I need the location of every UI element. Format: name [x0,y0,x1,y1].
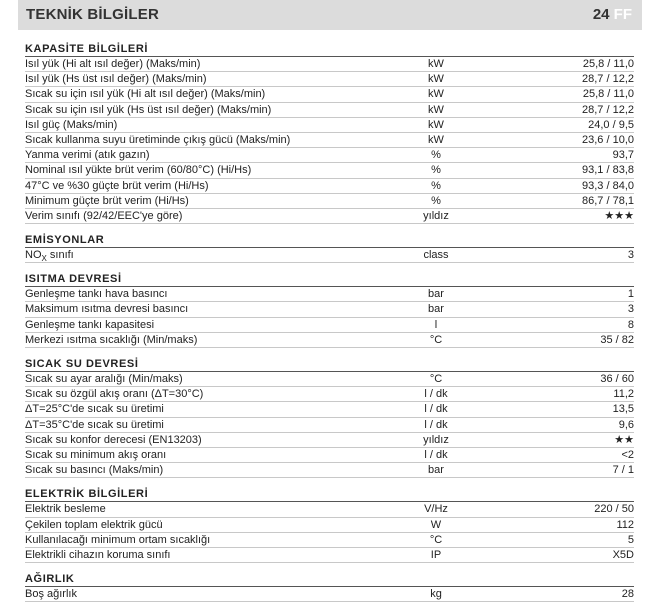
spec-value: 25,8 / 11,0 [582,58,634,70]
spec-section [25,573,634,602]
model-number: 24 [592,6,610,23]
spec-label: Merkezi ısıtma sıcaklığı (Min/maks) [25,333,198,346]
spec-unit: l / dk [424,388,448,401]
spec-row [25,163,634,178]
spec-unit: yıldız [423,209,449,222]
spec-label: Nominal ısıl yükte brüt verim (60/80°C) (Hi/Hs) [25,164,252,177]
spec-value: ★★★ [604,209,634,222]
page-header [18,0,642,30]
spec-value: 24,0 / 9,5 [588,118,634,131]
spec-unit: bar [428,303,444,316]
spec-unit: % [431,179,441,192]
spec-row [25,194,634,209]
spec-unit: bar [428,464,444,477]
spec-value: 13,5 [612,403,634,416]
spec-section [25,488,634,563]
spec-row [25,372,634,387]
spec-unit: l [434,318,438,331]
spec-value: 7 / 1 [612,464,634,477]
spec-value: 86,7 / 78,1 [582,194,634,207]
spec-row [25,433,634,448]
spec-label: Sıcak su basıncı (Maks/min) [25,464,164,477]
spec-label: Genleşme tankı hava basıncı [25,288,168,301]
spec-row [25,333,634,348]
spec-row [25,302,634,317]
section-title: EMİSYONLAR [25,234,634,248]
spec-label-main: NO [25,249,42,262]
spec-label: Kullanılacağı minimum ortam sıcaklığı [25,533,211,546]
spec-row [25,463,634,478]
spec-unit: IP [430,548,442,561]
spec-value: 28,7 / 12,2 [582,73,634,86]
spec-value: 25,8 / 11,0 [582,88,634,101]
model-badge [593,6,632,23]
spec-label: Sıcak su konfor derecesi (EN13203) [25,433,202,446]
spec-value: 93,7 [612,149,634,162]
spec-label: Sıcak su minimum akış oranı [25,448,167,461]
spec-label: Minimum güçte brüt verim (Hi/Hs) [25,194,189,207]
spec-value: 9,6 [618,418,634,431]
spec-value: X5D [612,548,634,561]
spec-row [25,587,634,602]
spec-row [25,103,634,118]
spec-section [25,234,634,263]
spec-label: Çekilen toplam elektrik gücü [25,518,163,531]
spec-label: 47°C ve %30 güçte brüt verim (Hi/Hs) [25,179,209,192]
spec-row [25,533,634,548]
spec-unit: kW [428,58,444,70]
section-title: ISITMA DEVRESİ [25,273,634,287]
spec-row [25,133,634,148]
spec-unit: kW [428,133,444,146]
spec-label: Sıcak su için ısıl yük (Hs üst ısıl değer) (Maks/min) [25,103,272,116]
spec-unit: % [431,164,441,177]
spec-row [25,518,634,533]
section-gap [25,563,634,573]
spec-value: 28,7 / 12,2 [582,103,634,116]
spec-value: <2 [621,448,634,461]
section-title: SICAK SU DEVRESİ [25,358,634,372]
spec-value: 1 [627,288,634,301]
section-gap [25,263,634,273]
spec-row [25,318,634,333]
spec-unit: class [423,249,449,262]
spec-label: Sıcak su ayar aralığı (Min/maks) [25,373,183,385]
spec-value: 23,6 / 10,0 [582,133,634,146]
spec-label: Isıl güç (Maks/min) [25,118,118,131]
spec-label: Isıl yük (Hs üst ısıl değer) (Maks/min) [25,73,207,86]
spec-unit: °C [429,373,443,385]
spec-row [25,502,634,517]
spec-label: Yanma verimi (atık gazın) [25,149,150,162]
spec-row [25,418,634,433]
spec-label: Elektrik besleme [25,503,106,516]
section-gap [25,224,634,234]
spec-row [25,387,634,402]
spec-value: 5 [627,533,634,546]
spec-unit: l / dk [424,448,448,461]
spec-label: Maksimum ısıtma devresi basıncı [25,303,189,316]
spec-unit: kW [428,118,444,131]
spec-value: 28 [621,588,634,601]
spec-table [25,43,634,602]
page-title: TEKNİK BİLGİLER [26,6,159,23]
spec-row [25,72,634,87]
spec-row [25,87,634,102]
spec-label: ΔT=35°C'de sıcak su üretimi [25,418,164,431]
spec-label: ΔT=25°C'de sıcak su üretimi [25,403,164,416]
spec-row [25,287,634,302]
spec-unit: kW [428,88,444,101]
section-gap [25,348,634,358]
spec-label-subscript: X [41,254,47,264]
spec-unit: kW [428,73,444,86]
spec-label: Isıl yük (Hi alt ısıl değer) (Maks/min) [25,58,201,70]
spec-unit: bar [428,288,444,301]
spec-unit: W [430,518,442,531]
section-title: ELEKTRİK BİLGİLERİ [25,488,634,502]
spec-label: Genleşme tankı kapasitesi [25,318,155,331]
spec-value: 36 / 60 [600,373,634,385]
spec-section [25,358,634,478]
spec-row [25,57,634,72]
spec-label [25,248,74,262]
spec-value: 8 [627,318,634,331]
spec-label: Elektrikli cihazın koruma sınıfı [25,548,171,561]
spec-value: 3 [627,303,634,316]
spec-row [25,402,634,417]
spec-row [25,179,634,194]
spec-row [25,448,634,463]
spec-unit: yıldız [423,433,449,446]
spec-row [25,248,634,263]
spec-value: 35 / 82 [600,333,634,346]
spec-unit: l / dk [424,403,448,416]
spec-value: ★★ [614,433,634,446]
spec-row [25,148,634,163]
spec-unit: V/Hz [424,503,448,516]
spec-value: 93,3 / 84,0 [582,179,634,192]
spec-unit: % [431,194,441,207]
spec-unit: °C [429,333,443,346]
spec-section [25,43,634,224]
section-gap [25,478,634,488]
spec-value: 11,2 [613,388,634,401]
spec-unit: kg [430,588,442,601]
spec-label: Sıcak su özgül akış oranı (ΔT=30°C) [25,388,204,401]
model-suffix: FF [613,6,632,23]
spec-row [25,548,634,563]
spec-value: 220 / 50 [594,503,634,516]
spec-label-rest: sınıfı [46,249,74,262]
spec-label: Verim sınıfı (92/42/EEC'ye göre) [25,209,183,222]
spec-value: 112 [616,518,634,531]
spec-unit: l / dk [424,418,448,431]
spec-unit: % [431,149,441,162]
section-title: AĞIRLIK [25,573,634,587]
spec-unit: kW [428,103,444,116]
spec-label: Sıcak kullanma suyu üretiminde çıkış gücü (Maks/min) [25,133,291,146]
spec-value: 3 [627,249,634,262]
spec-value: 93,1 / 83,8 [582,164,634,177]
spec-unit: °C [429,533,443,546]
spec-row [25,209,634,224]
spec-label: Sıcak su için ısıl yük (Hi alt ısıl değer) (Maks/min) [25,88,266,101]
spec-section [25,273,634,348]
spec-label: Boş ağırlık [25,588,77,601]
section-title: KAPASİTE BİLGİLERİ [25,43,634,57]
spec-row [25,118,634,133]
